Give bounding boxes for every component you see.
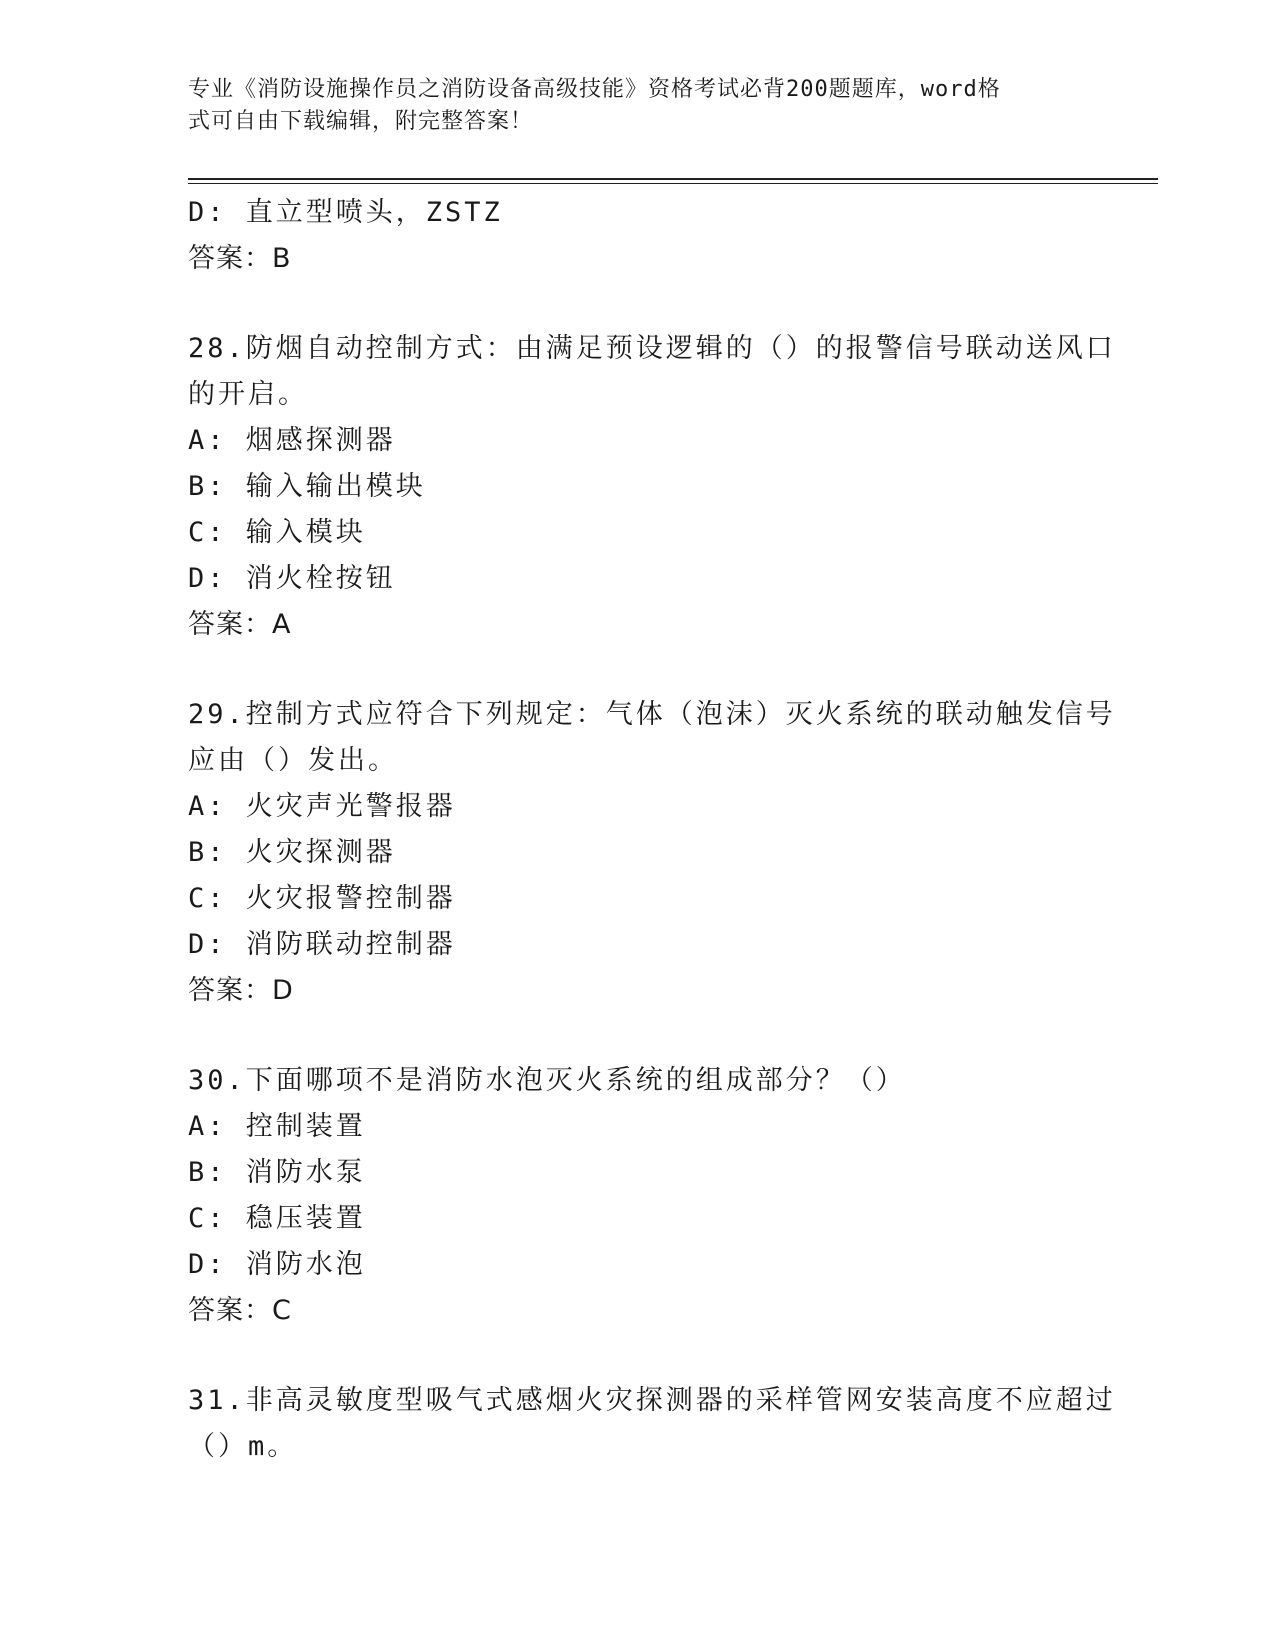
q28-stem-line-1: 28.防烟自动控制方式：由满足预设逻辑的（）的报警信号联动送风口	[188, 333, 1116, 364]
spacer	[188, 282, 1088, 326]
q31-stem-line-1: 31.非高灵敏度型吸气式感烟火灾探测器的采样管网安装高度不应超过	[188, 1385, 1116, 1416]
q28-answer: 答案：A	[188, 609, 292, 640]
q30-option-d: D: 消防水泡	[188, 1249, 366, 1280]
q28-option-d: D: 消火栓按钮	[188, 563, 396, 594]
header-divider-thick	[188, 178, 1158, 180]
question-block-29	[188, 692, 1116, 1014]
q27-option-d: D: 直立型喷头，ZSTZ	[188, 197, 503, 228]
q30-stem-line-1: 30.下面哪项不是消防水泡灭火系统的组成部分？（）	[188, 1065, 906, 1096]
spacer	[188, 648, 1088, 692]
q29-option-c: C: 火灾报警控制器	[188, 883, 456, 914]
q29-option-b: B: 火灾探测器	[188, 837, 396, 868]
document-header	[188, 74, 1068, 138]
q29-answer: 答案：D	[188, 975, 294, 1006]
q30-answer: 答案：C	[188, 1295, 292, 1326]
q29-option-a: A: 火灾声光警报器	[188, 791, 456, 822]
question-block-30	[188, 1058, 1088, 1334]
q30-option-a: A: 控制装置	[188, 1111, 366, 1142]
q28-option-c: C: 输入模块	[188, 517, 366, 548]
question-list	[188, 190, 1116, 1470]
spacer	[188, 1334, 1088, 1378]
header-line-1: 专业《消防设施操作员之消防设备高级技能》资格考试必背200题题库，word格	[188, 77, 1001, 102]
q28-option-a: A: 烟感探测器	[188, 425, 396, 456]
q30-option-b: B: 消防水泵	[188, 1157, 366, 1188]
q28-stem-line-2: 的开启。	[188, 379, 308, 410]
q31-stem-line-2: （）m。	[188, 1431, 298, 1462]
header-divider-thin	[188, 183, 1158, 184]
question-block-28	[188, 326, 1116, 648]
q29-stem-line-2: 应由（）发出。	[188, 745, 398, 776]
q28-option-b: B: 输入输出模块	[188, 471, 426, 502]
q30-option-c: C: 稳压装置	[188, 1203, 366, 1234]
q29-option-d: D: 消防联动控制器	[188, 929, 456, 960]
header-line-2: 式可自由下载编辑，附完整答案！	[188, 109, 534, 134]
q29-stem-line-1: 29.控制方式应符合下列规定：气体（泡沫）灭火系统的联动触发信号	[188, 699, 1116, 730]
question-block-31	[188, 1378, 1116, 1470]
q27-answer: 答案：B	[188, 243, 292, 274]
spacer	[188, 1014, 1088, 1058]
